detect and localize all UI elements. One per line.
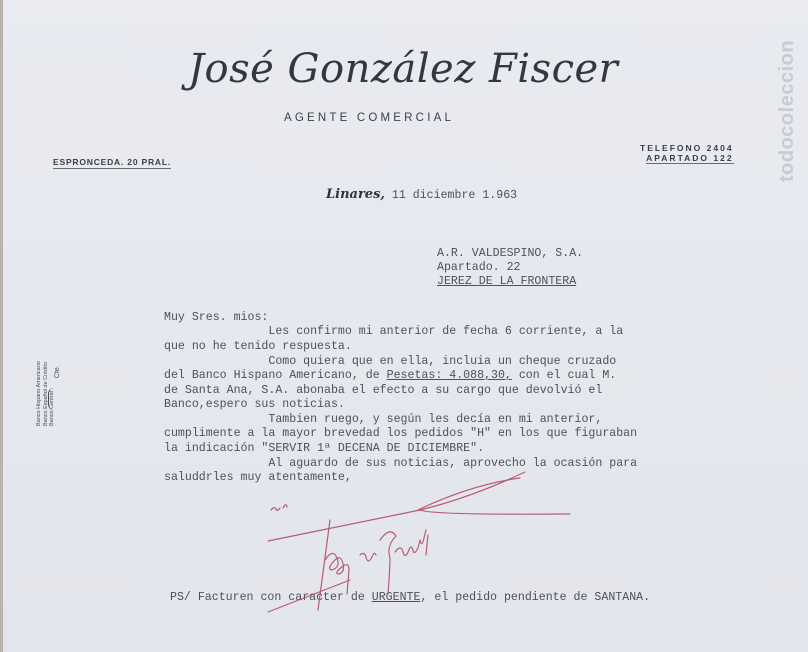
apartado: APARTADO 122 [646, 153, 734, 163]
recipient-line3: JEREZ DE LA FRONTERA [437, 275, 577, 288]
salutation: Muy Sres. mios: [164, 311, 269, 324]
letterhead-name: José González Fiscer [188, 46, 619, 92]
ps-text: , el pedido pendiente de SANTANA. [420, 591, 651, 604]
dateline-date: 11 diciembre 1.963 [384, 189, 518, 202]
watermark-text: todocoleccion [776, 39, 798, 182]
letterhead-contact [640, 143, 734, 164]
recipient-line2: Apartado. 22 [437, 261, 521, 274]
letterhead-subtitle: AGENTE COMERCIAL [284, 112, 455, 124]
bank-brace [48, 388, 57, 410]
bank-item: Banco Hispano Americano [36, 361, 42, 426]
letterhead-address: ESPRONCEDA. 20 PRAL. [53, 157, 172, 167]
body-line [164, 369, 616, 384]
body-line: Banco,espero sus noticias. [164, 398, 345, 411]
body-line: cumplimente a la mayor brevedad los pedidos "H" en los que figuraban [164, 427, 638, 440]
bank-label [36, 365, 65, 382]
bank-label-text: Cte. [53, 365, 61, 379]
body-line: Tambien ruego, y según les decía en mi anterior, [164, 413, 603, 426]
amount: Pesetas: 4.088,30, [386, 369, 512, 382]
telefono: TELEFONO 2404 [640, 143, 734, 153]
dateline-place: Linares, [326, 187, 385, 202]
body-line: Les confirmo mi anterior de fecha 6 corriente, a la [164, 325, 624, 338]
body-line: la indicación "SERVIR 1ª DECENA DE DICIEMBRE". [164, 442, 485, 455]
watermark [772, 30, 802, 190]
ps-urgent: URGENTE [371, 591, 421, 604]
body-line: saluddrles muy atentamente, [164, 471, 352, 484]
body-line: que no he tenido respuesta. [164, 340, 352, 353]
body-text: con el cual M. [511, 369, 617, 382]
bank-item: Banco Central [49, 391, 55, 426]
dateline [326, 188, 517, 204]
postscript [170, 591, 650, 606]
bank-item: Banco Español de Crédito [42, 362, 49, 426]
ps-text: PS/ Facturen con caracter de [170, 591, 372, 604]
paper-edge [0, 0, 3, 652]
body-line: Al aguardo de sus noticias, aprovecho la ocasión para [164, 457, 638, 470]
recipient-line1: A.R. VALDESPINO, S.A. [437, 247, 584, 260]
body-text: del Banco Hispano Americano, de [164, 369, 387, 382]
body-line: Como quiera que en ella, incluia un cheque cruzado [164, 355, 617, 368]
body-line: de Santa Ana, S.A. abonaba el efecto a su cargo que devolvió el [164, 384, 603, 397]
